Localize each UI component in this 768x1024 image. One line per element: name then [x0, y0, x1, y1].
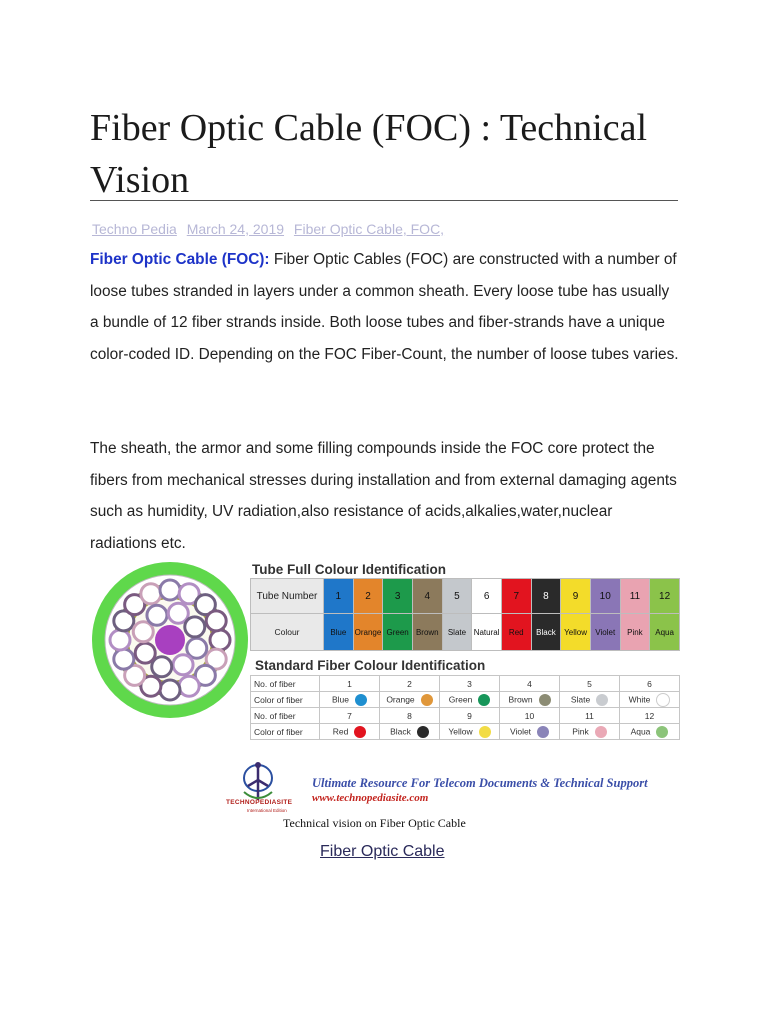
fiber-cell — [500, 676, 560, 692]
page-title: Fiber Optic Cable (FOC) : Technical Vision — [90, 107, 648, 201]
tube-number-cell: 1 — [324, 579, 354, 614]
inner-tube — [168, 603, 188, 623]
fiber-cell — [320, 708, 380, 724]
inner-tube — [152, 657, 172, 677]
fiber-colour-swatch — [478, 694, 490, 706]
tube-number-cell: 9 — [561, 579, 591, 614]
fiber-cell — [560, 708, 620, 724]
fiber-colour-swatch — [656, 693, 670, 707]
fiber-cell — [440, 676, 500, 692]
inner-tube — [133, 622, 153, 642]
fiber-cell — [560, 724, 620, 740]
fiber-cell — [320, 676, 380, 692]
tube-colour-cell: Orange — [353, 614, 383, 651]
outer-tube — [114, 649, 134, 669]
fiber-cell — [320, 692, 380, 708]
fiber-cell — [500, 724, 560, 740]
post-meta — [92, 221, 450, 237]
category-link[interactable]: Fiber Optic Cable, FOC, — [293, 221, 445, 237]
figure-website: www.technopediasite.com — [312, 792, 429, 804]
tube-colour-cell: Violet — [590, 614, 620, 651]
tube-number-cell: 11 — [620, 579, 650, 614]
central-strength-member — [155, 625, 185, 655]
fiber-cell-text: 10 — [524, 710, 535, 721]
tube-colour-cell: Blue — [324, 614, 354, 651]
fiber-cell-text: 6 — [647, 678, 652, 689]
intro-lead: Fiber Optic Cable (FOC): — [90, 251, 270, 268]
fiber-cell-text: 3 — [467, 678, 472, 689]
fiber-cell-text: 12 — [644, 710, 655, 721]
tube-number-cell: 10 — [590, 579, 620, 614]
fiber-cell — [500, 692, 560, 708]
fiber-cell — [440, 692, 500, 708]
tube-colour-cell: Yellow — [561, 614, 591, 651]
outer-tube — [160, 680, 180, 700]
fiber-cell-text: Slate — [570, 693, 591, 704]
fiber-table-row — [251, 708, 680, 724]
fiber-cell-text: Black — [390, 725, 411, 736]
fiber-cell — [380, 724, 440, 740]
fiber-cell-text: Green — [448, 693, 473, 704]
fiber-cell-text: White — [628, 693, 651, 704]
figure-caption: Technical vision on Fiber Optic Cable — [283, 816, 466, 830]
fiber-table-row — [251, 676, 680, 692]
fiber-row-header: No. of fiber — [251, 676, 320, 692]
date-link[interactable]: March 24, 2019 — [186, 221, 285, 237]
tube-colour-cell: Aqua — [650, 614, 680, 651]
fiber-colour-swatch — [355, 694, 367, 706]
fiber-cell-text: 11 — [585, 710, 594, 721]
fiber-cell — [380, 676, 440, 692]
inner-tube — [185, 617, 205, 637]
fiber-row-header: Color of fiber — [251, 724, 320, 740]
fiber-cell — [620, 724, 680, 740]
fiber-cell-text: Orange — [386, 693, 415, 704]
fiber-cell — [560, 676, 620, 692]
fiber-colour-swatch — [421, 694, 433, 706]
fiber-row-header: Color of fiber — [251, 692, 320, 708]
fiber-cell — [620, 692, 680, 708]
fiber-cell — [620, 708, 680, 724]
fiber-cell-text: Blue — [331, 693, 349, 704]
tube-colour-cell: Green — [383, 614, 413, 651]
sheath-paragraph: The sheath, the armor and some filling compounds inside the FOC core protect the fibers from mechanical stresses during installation and from external damaging agents such as humidity, UV radiation,also resistance of acids,alkalies,water,nuclear radiations etc. — [90, 440, 677, 552]
outer-tube — [206, 611, 226, 631]
intro-text: Fiber Optic Cables (FOC) are constructed with a number of loose tubes stranded in layers under a common sheath. Every loose tube has usually a bundle of 12 fiber strands inside. Both loose tubes and fiber-strands have a unique color-coded ID. Depending on the FOC Fiber-Count, the number of loose tubes varies. — [90, 251, 679, 363]
fiber-cell-text: Red — [332, 725, 349, 736]
tube-number-cell: 12 — [650, 579, 680, 614]
outer-tube — [141, 584, 161, 604]
intro-paragraph — [90, 244, 680, 370]
fiber-colour-swatch — [595, 726, 607, 738]
tube-number-cell: 7 — [501, 579, 531, 614]
tube-number-cell: 6 — [472, 579, 502, 614]
fiber-optic-cable-link[interactable]: Fiber Optic Cable — [320, 843, 445, 860]
author-link[interactable]: Techno Pedia — [92, 221, 177, 237]
figure-tagline: Ultimate Resource For Telecom Documents & Technical Support — [312, 776, 648, 790]
tube-colour-cell: Brown — [412, 614, 442, 651]
tube-number-cell: 3 — [383, 579, 413, 614]
technopediasite-logo — [224, 756, 304, 816]
fiber-colour-swatch — [656, 726, 668, 738]
tube-colour-cell: Pink — [620, 614, 650, 651]
fiber-colour-swatch — [479, 726, 491, 738]
inner-tube — [147, 605, 167, 625]
tube-table-title: Tube Full Colour Identification — [252, 562, 446, 577]
fiber-colour-swatch — [539, 694, 551, 706]
outer-tube — [160, 580, 180, 600]
tube-colour-header: Colour — [251, 614, 324, 651]
fiber-cell-text: 8 — [407, 710, 412, 721]
fiber-cell — [440, 708, 500, 724]
fiber-cell-text: Pink — [572, 725, 589, 736]
fiber-cell-text: 5 — [587, 678, 592, 689]
title-divider — [90, 200, 678, 201]
fiber-cell-text: 9 — [467, 710, 472, 721]
fiber-cell-text: 1 — [347, 678, 352, 689]
tube-number-cell: 8 — [531, 579, 561, 614]
tube-colour-cell: Slate — [442, 614, 472, 651]
tube-number-cell: 2 — [353, 579, 383, 614]
fiber-table-title: Standard Fiber Colour Identification — [255, 658, 486, 673]
tube-colour-cell: Black — [531, 614, 561, 651]
fiber-cell — [320, 724, 380, 740]
logo-text: TECHNOPEDIASITE — [226, 799, 293, 806]
fiber-cell — [560, 692, 620, 708]
fiber-cell — [440, 724, 500, 740]
fiber-table-row — [251, 692, 680, 708]
tube-colour-table — [250, 578, 680, 651]
tube-number-cell: 4 — [412, 579, 442, 614]
tube-colour-cell: Red — [501, 614, 531, 651]
fiber-cell-text: 2 — [407, 678, 412, 689]
tube-colour-cell: Natural — [472, 614, 502, 651]
fiber-colour-swatch — [596, 694, 608, 706]
outer-tube — [179, 676, 199, 696]
tube-number-cell: 5 — [442, 579, 472, 614]
logo-subtext: International Edition — [247, 808, 287, 813]
fiber-cell-text: Brown — [508, 693, 533, 704]
outer-tube — [210, 630, 230, 650]
inner-tube — [187, 638, 207, 658]
fiber-cell-text: Violet — [509, 725, 532, 736]
fiber-colour-swatch — [537, 726, 549, 738]
fiber-row-header: No. of fiber — [251, 708, 320, 724]
fiber-cell-text: 4 — [527, 678, 532, 689]
fiber-colour-table — [250, 675, 680, 740]
fiber-cell — [380, 708, 440, 724]
fiber-cell — [380, 692, 440, 708]
tube-number-header: Tube Number — [251, 579, 324, 614]
fiber-cell-text: Aqua — [630, 725, 651, 736]
fiber-cell-text: 7 — [347, 710, 352, 721]
outer-tube — [110, 630, 130, 650]
fiber-cell — [500, 708, 560, 724]
fiber-colour-swatch — [354, 726, 366, 738]
inner-tube — [135, 643, 155, 663]
fiber-colour-swatch — [417, 726, 429, 738]
fiber-cell-text: Yellow — [448, 725, 473, 736]
inner-tube — [173, 655, 193, 675]
fiber-cell — [620, 676, 680, 692]
fiber-table-row — [251, 724, 680, 740]
cable-cross-section — [90, 560, 250, 765]
